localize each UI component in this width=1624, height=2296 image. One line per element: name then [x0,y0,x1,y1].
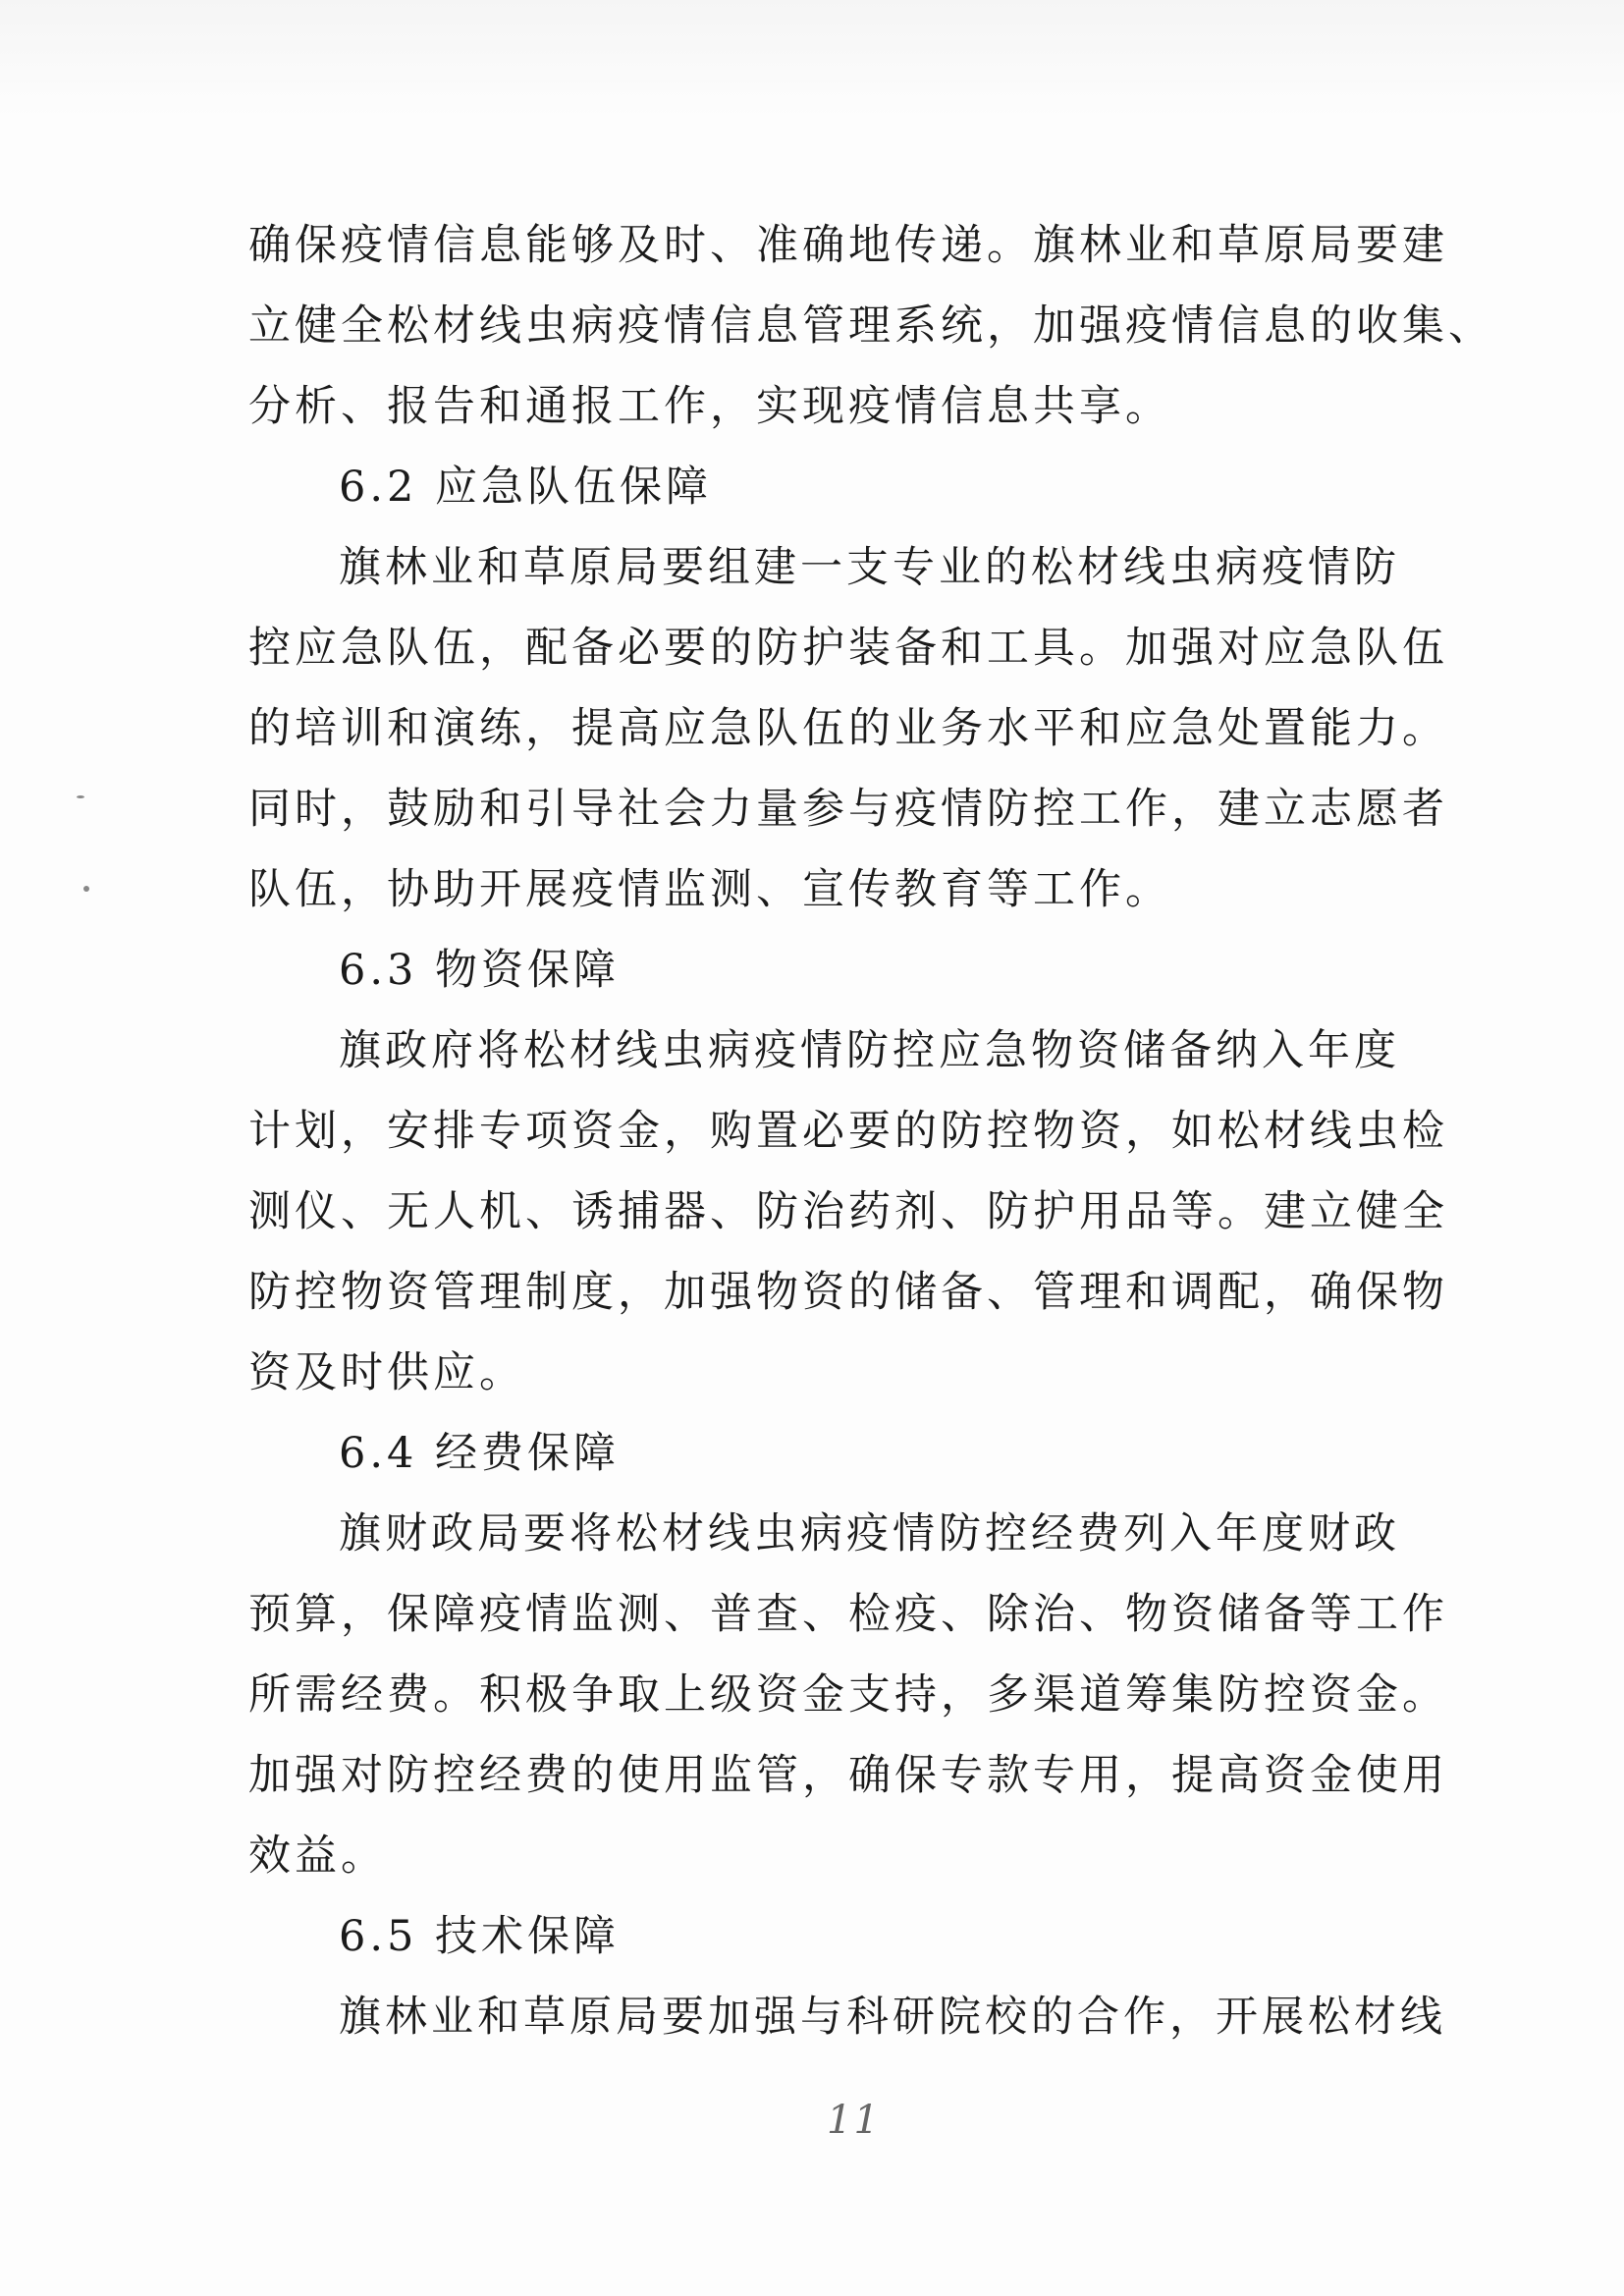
body-text-line: 旗财政局要将松材线虫病疫情防控经费列入年度财政 [339,1509,1400,1558]
section-heading: 6.3 物资保障 [339,946,621,995]
body-text-line: 测仪、无人机、诱捕器、防治药剂、防护用品等。建立健全 [248,1187,1448,1236]
body-text-line: 控应急队伍，配备必要的防护装备和工具。加强对应急队伍 [248,624,1448,673]
section-heading: 6.4 经费保障 [339,1429,621,1478]
section-heading: 6.2 应急队伍保障 [339,463,713,512]
body-text-line: 所需经费。积极争取上级资金支持，多渠道筹集防控资金。 [248,1670,1448,1720]
body-text-line: 资及时供应。 [248,1348,525,1397]
body-text-line: 的培训和演练，提高应急队伍的业务水平和应急处置能力。 [248,704,1448,753]
body-text-line: 旗林业和草原局要加强与科研院校的合作，开展松材线 [339,1993,1446,2042]
body-text-line: 分析、报告和通报工作，实现疫情信息共享。 [248,382,1171,431]
body-text-line: 旗政府将松材线虫病疫情防控应急物资储备纳入年度 [339,1026,1400,1075]
body-text-line: 旗林业和草原局要组建一支专业的松材线虫病疫情防 [339,543,1400,592]
body-text-line: 队伍，协助开展疫情监测、宣传教育等工作。 [248,865,1171,914]
body-text-line: 同时，鼓励和引导社会力量参与疫情防控工作，建立志愿者 [248,785,1448,834]
body-text-line: 立健全松材线虫病疫情信息管理系统，加强疫情信息的收集、 [248,301,1494,351]
page-number: 11 [827,2098,881,2143]
scan-speck [83,886,89,892]
scan-header-shadow [0,0,1624,118]
body-text-line: 确保疫情信息能够及时、准确地传递。旗林业和草原局要建 [248,221,1448,270]
section-heading: 6.5 技术保障 [339,1912,621,1961]
body-text-line: 加强对防控经费的使用监管，确保专款专用，提高资金使用 [248,1751,1448,1800]
body-text-line: 预算，保障疫情监测、普查、检疫、除治、物资储备等工作 [248,1590,1448,1639]
body-text-line: 计划，安排专项资金，购置必要的防控物资，如松材线虫检 [248,1107,1448,1156]
body-text-line: 防控物资管理制度，加强物资的储备、管理和调配，确保物 [248,1268,1448,1317]
scan-speck [77,795,84,798]
body-text-line: 效益。 [248,1831,387,1881]
